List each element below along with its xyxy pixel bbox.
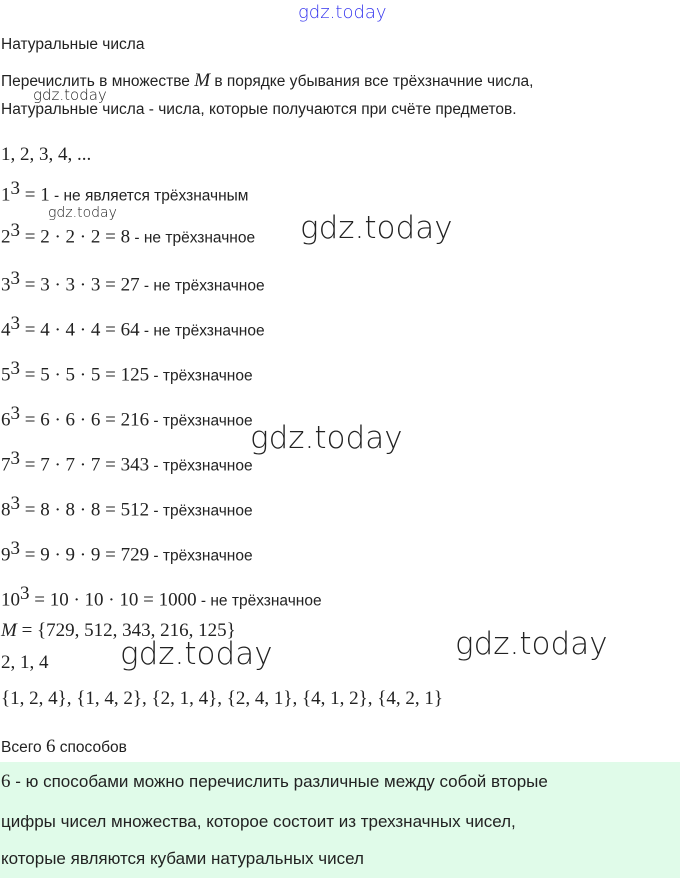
- cube-exp: 3: [10, 358, 20, 379]
- watermark: gdz.today: [300, 210, 453, 246]
- definition: Натуральные числа - числа, которые получаются при счёте предметов.: [1, 101, 517, 118]
- permutations: {1, 2, 4}, {1, 4, 2}, {2, 1, 4}, {2, 4, 1}, {4, 1, 2}, {4, 2, 1}: [1, 688, 443, 709]
- cube-line: [1, 538, 253, 566]
- set-var: M: [1, 620, 17, 641]
- cube-base: 10: [1, 589, 20, 611]
- digits: 2, 1, 4: [1, 652, 49, 673]
- cube-line: [1, 403, 253, 431]
- cube-note: - не трёхзначное: [130, 229, 256, 247]
- answer-line: которые являются кубами натуральных чисел: [1, 849, 364, 868]
- answer-num: 6: [1, 771, 11, 792]
- cube-note: - не является трёхзначным: [49, 187, 249, 205]
- answer-text: - ю способами можно перечислить различные между собой вторые: [10, 772, 548, 791]
- cube-note: - не трёхзначное: [196, 592, 322, 610]
- cube-note: - не трёхзначное: [139, 277, 265, 295]
- cube-base: 2: [1, 226, 11, 248]
- watermark: gdz.today: [250, 420, 403, 456]
- cube-note: - не трёхзначное: [139, 322, 265, 340]
- cube-exp: 3: [10, 268, 20, 289]
- total: [1, 736, 127, 758]
- cube-line: [1, 220, 255, 248]
- cube-expr: = 3 · 3 · 3 = 27: [20, 274, 140, 296]
- cube-exp: 3: [20, 583, 30, 604]
- cube-note: - трёхзначное: [149, 502, 253, 520]
- set-value: = {729, 512, 343, 216, 125}: [16, 620, 236, 641]
- cube-base: 1: [1, 184, 11, 206]
- cube-expr: = 7 · 7 · 7 = 343: [20, 454, 150, 476]
- answer-line: [1, 771, 548, 793]
- set-var: M: [194, 70, 211, 91]
- cube-expr: = 2 · 2 · 2 = 8: [20, 226, 131, 248]
- cube-base: 6: [1, 409, 11, 431]
- cube-base: 3: [1, 274, 11, 296]
- cube-exp: 3: [10, 493, 20, 514]
- cube-expr: = 6 · 6 · 6 = 216: [20, 409, 150, 431]
- set-line: [1, 620, 236, 642]
- cube-exp: 3: [10, 220, 20, 241]
- cube-base: 4: [1, 319, 11, 341]
- cube-expr: = 10 · 10 · 10 = 1000: [29, 589, 197, 611]
- cube-line: [1, 493, 253, 521]
- task-before: Перечислить в множестве: [1, 73, 195, 90]
- cube-exp: 3: [10, 313, 20, 334]
- cube-line: [1, 268, 265, 296]
- cube-exp: 3: [10, 448, 20, 469]
- cube-base: 5: [1, 364, 11, 386]
- cube-note: - трёхзначное: [149, 457, 253, 475]
- cube-note: - трёхзначное: [149, 547, 253, 565]
- cube-base: 9: [1, 544, 11, 566]
- cube-line: [1, 313, 265, 341]
- answer-box: [0, 762, 680, 878]
- sequence: 1, 2, 3, 4, ...: [1, 144, 92, 165]
- cube-line: [1, 448, 253, 476]
- watermark: gdz.today: [48, 205, 117, 221]
- heading: Натуральные числа: [1, 36, 145, 53]
- total-num: 6: [45, 736, 56, 757]
- watermark: gdz.today: [455, 626, 608, 662]
- cube-expr: = 9 · 9 · 9 = 729: [20, 544, 150, 566]
- watermark: gdz.today: [120, 636, 273, 672]
- cube-exp: 3: [10, 178, 20, 199]
- cube-line: [1, 358, 253, 386]
- cube-base: 7: [1, 454, 11, 476]
- cube-exp: 3: [10, 403, 20, 424]
- cube-base: 8: [1, 499, 11, 521]
- cube-expr: = 5 · 5 · 5 = 125: [20, 364, 150, 386]
- answer-line: цифры чисел множества, которое состоит из трехзначных чисел,: [1, 812, 516, 831]
- total-before: Всего: [1, 739, 46, 756]
- total-after: способов: [55, 739, 127, 756]
- cube-note: - трёхзначное: [149, 412, 253, 430]
- cube-note: - трёхзначное: [149, 367, 253, 385]
- cube-expr: = 1: [20, 184, 50, 206]
- cube-expr: = 8 · 8 · 8 = 512: [20, 499, 150, 521]
- cube-expr: = 4 · 4 · 4 = 64: [20, 319, 140, 341]
- cube-line: [1, 178, 248, 206]
- watermark: gdz.today: [298, 2, 387, 23]
- cube-line: [1, 583, 322, 611]
- watermark: gdz.today: [33, 86, 107, 104]
- cube-exp: 3: [10, 538, 20, 559]
- task-after: в порядке убывания все трёхзначние числа,: [210, 73, 534, 90]
- task-text: [1, 70, 533, 92]
